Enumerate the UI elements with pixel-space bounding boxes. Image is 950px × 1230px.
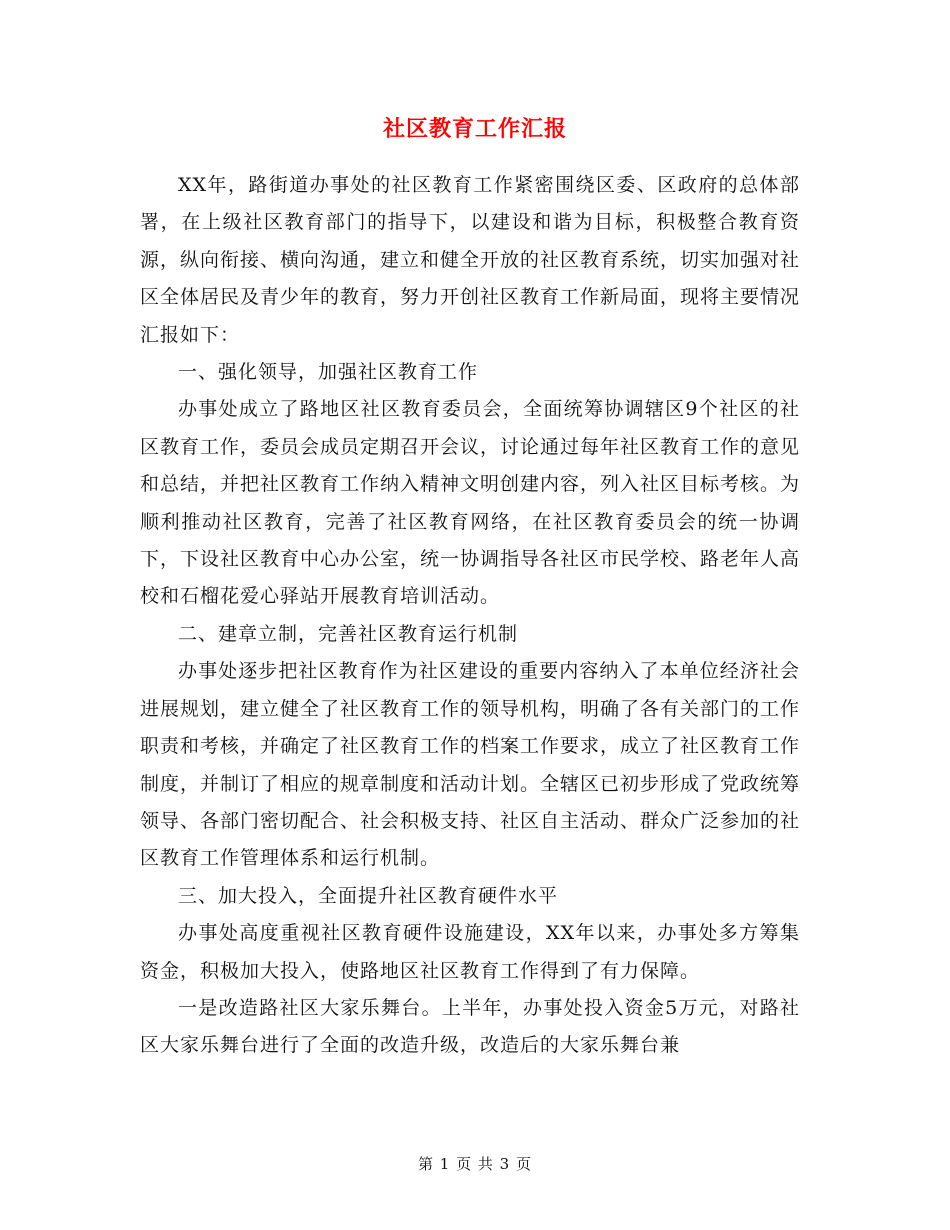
paragraph-section-1: 办事处成立了路地区社区教育委员会，全面统筹协调辖区9个社区的社区教育工作，委员会成员定期召开会议，讨论通过每年社区教育工作的意见和总结，并把社区教育工作纳入精神文明创建内容，列入社区目标考核。为顺利推动社区教育，完善了社区教育网络，在社区教育委员会的统一协调下，下设社区教育中心办公室，统一协调指导各社区市民学校、路老年人高校和石榴花爱心驿站开展教育培训活动。 — [140, 398, 801, 608]
paragraph-intro: XX年，路街道办事处的社区教育工作紧密围绕区委、区政府的总体部署，在上级社区教育部门的指导下，以建设和谐为目标，积极整合教育资源，纵向衔接、横向沟通，建立和健全开放的社区教育系统，切实加强对社区全体居民及青少年的教育，努力开创社区教育工作新局面，现将主要情况汇报如下： — [140, 174, 801, 346]
section-heading-3: 三、加大投入，全面提升社区教育硬件水平 — [178, 884, 559, 907]
section-heading-2: 二、建章立制，完善社区教育运行机制 — [178, 622, 519, 645]
paragraph-section-2: 办事处逐步把社区教育作为社区建设的重要内容纳入了本单位经济社会进展规划，建立健全了社区教育工作的领导机构，明确了各有关部门的工作职责和考核，并确定了社区教育工作的档案工作要求，成立了社区教育工作制度，并制订了相应的规章制度和活动计划。全辖区已初步形成了党政统筹领导、各部门密切配合、社会积极支持、社区自主活动、群众广泛参加的社区教育工作管理体系和运行机制。 — [140, 660, 801, 870]
page-number-footer: 第 1 页 共 3 页 — [418, 1155, 532, 1173]
paragraph-section-3: 办事处高度重视社区教育硬件设施建设，XX年以来，办事处多方筹集资金，积极加大投入，使路地区社区教育工作得到了有力保障。 — [140, 922, 800, 982]
section-heading-1: 一、强化领导，加强社区教育工作 — [178, 361, 479, 384]
document-title: 社区教育工作汇报 — [382, 116, 567, 142]
document-body — [140, 167, 800, 1065]
paragraph-section-3-item-1: 一是改造路社区大家乐舞台。上半年，办事处投入资金5万元，对路社区大家乐舞台进行了全面的改造升级，改造后的大家乐舞台兼 — [140, 996, 800, 1057]
